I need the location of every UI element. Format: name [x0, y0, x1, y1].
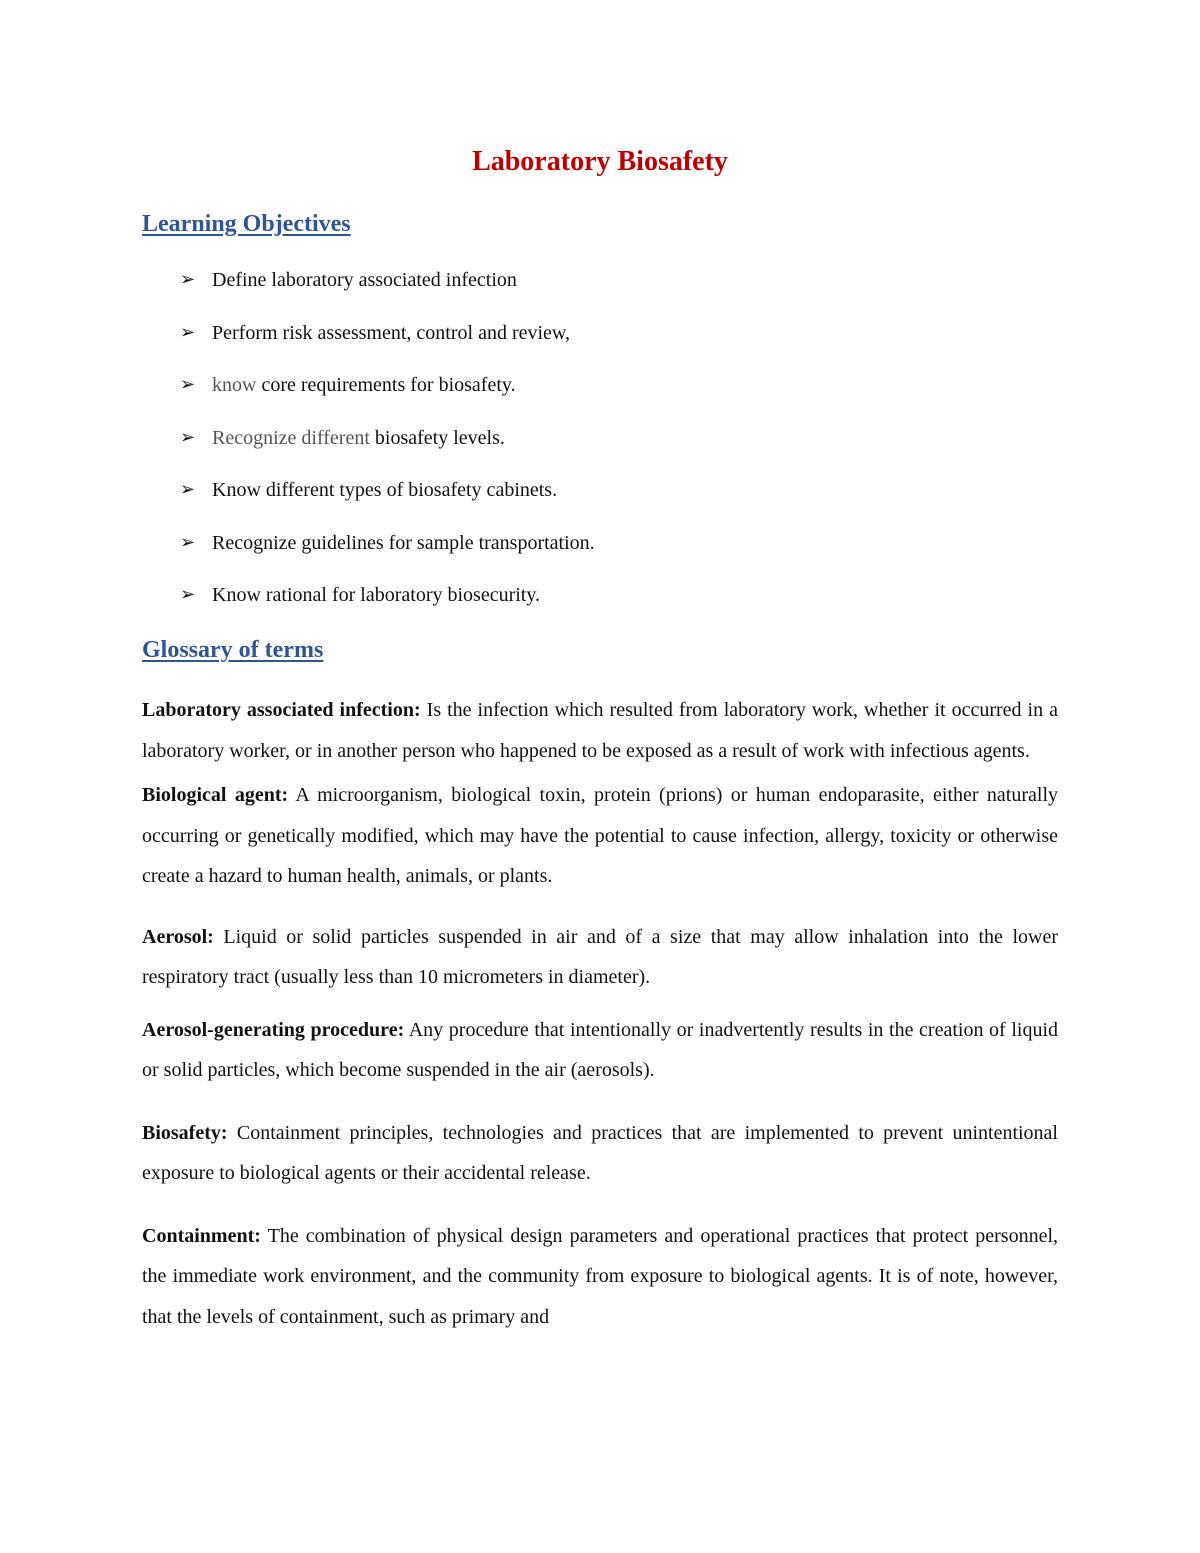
glossary-definition: A microorganism, biological toxin, protein (prions) or human endoparasite, either naturally occurring or genetically modified, which may have the potential to cause infection, allergy, toxicity or otherwise create a hazard to human health, animals, or plants.: [142, 784, 1059, 887]
glossary-entry: [142, 690, 1058, 771]
glossary-list: [142, 690, 1058, 1337]
objective-item: [180, 264, 595, 317]
learning-objectives-list: [180, 264, 595, 632]
objective-item: [180, 527, 595, 580]
glossary-definition: Is the infection which resulted from laboratory work, whether it occurred in a laboratory worker, or in another person who happened to be exposed as a result of work with infectious agents.: [142, 699, 1058, 762]
objective-text: Define laboratory associated infection: [212, 269, 517, 291]
glossary-definition: Any procedure that intentionally or inadvertently results in the creation of liquid or solid particles, which become suspended in the air (aerosols).: [142, 1018, 1058, 1081]
objective-item: [180, 579, 595, 632]
objective-text: [212, 369, 516, 401]
objective-text: Perform risk assessment, control and review,: [212, 321, 571, 344]
glossary-term: Biological agent:: [142, 784, 289, 806]
objective-text: Know rational for laboratory biosecurity.: [212, 584, 541, 606]
objective-text-rest: biosafety levels.: [369, 426, 505, 449]
glossary-term: Aerosol:: [142, 925, 214, 948]
arrowhead-bullet-icon: ➢: [180, 374, 196, 395]
objective-text-muted: Recognize different: [212, 426, 370, 449]
arrowhead-bullet-icon: ➢: [180, 531, 196, 553]
glossary-entry: [142, 917, 1058, 998]
glossary-entry: [142, 775, 1058, 897]
glossary-entry: [142, 1216, 1058, 1338]
glossary-term: Aerosol-generating procedure:: [142, 1018, 405, 1041]
objective-text: Know different types of biosafety cabinets.: [212, 479, 558, 501]
arrowhead-bullet-icon: ➢: [180, 269, 196, 290]
objective-item: [180, 422, 595, 475]
glossary-term: Biosafety:: [142, 1121, 228, 1144]
objective-text-muted: know: [212, 374, 257, 396]
objective-item: [180, 369, 595, 422]
objective-text: Recognize guidelines for sample transportation.: [212, 531, 595, 554]
objective-text-rest: core requirements for biosafety.: [256, 374, 516, 396]
objective-item: [180, 317, 595, 370]
arrowhead-bullet-icon: ➢: [180, 321, 196, 343]
glossary-definition: Liquid or solid particles suspended in air and of a size that may allow inhalation into the lower respiratory tract (usually less than 10 micrometers in diameter).: [142, 925, 1058, 988]
learning-objectives-heading: Learning Objectives: [142, 211, 351, 237]
arrowhead-bullet-icon: ➢: [180, 584, 196, 605]
glossary-entry: [142, 1113, 1058, 1194]
objective-item: [180, 474, 595, 527]
glossary-term: Containment:: [142, 1224, 261, 1247]
glossary-term: Laboratory associated infection:: [142, 699, 421, 721]
glossary-entry: [142, 1010, 1058, 1091]
glossary-heading: Glossary of terms: [142, 637, 324, 663]
arrowhead-bullet-icon: ➢: [180, 479, 196, 500]
glossary-definition: The combination of physical design parameters and operational practices that protect personnel, the immediate work environment, and the community from exposure to biological agents. It is of note, however, that the levels of containment, such as primary and: [142, 1224, 1058, 1328]
objective-text: [212, 422, 505, 454]
arrowhead-bullet-icon: ➢: [180, 426, 196, 448]
document-title: Laboratory Biosafety: [472, 146, 728, 177]
glossary-definition: Containment principles, technologies and practices that are implemented to prevent unintentional exposure to biological agents or their accidental release.: [142, 1121, 1058, 1184]
